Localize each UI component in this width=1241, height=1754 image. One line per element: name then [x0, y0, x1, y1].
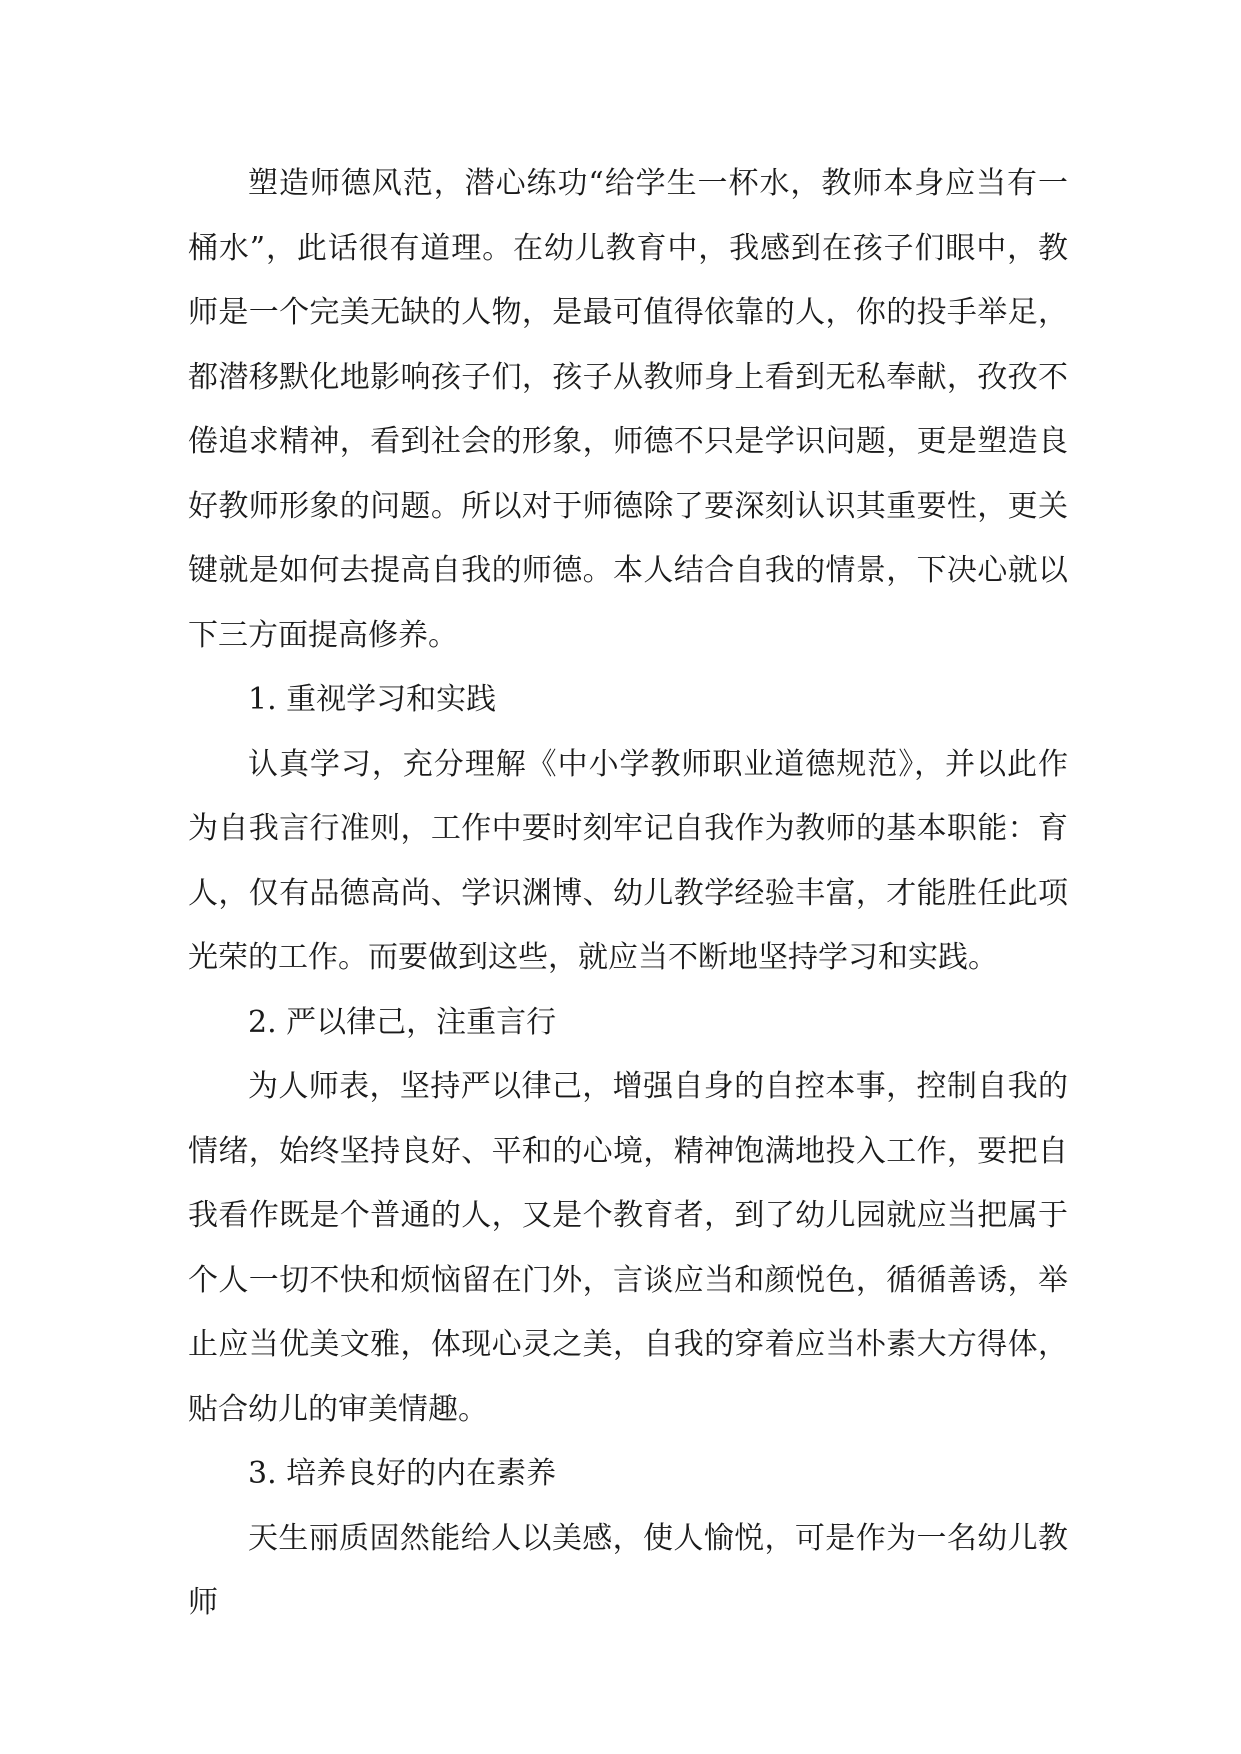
section-heading-2: 2. 严以律己，注重言行	[248, 1004, 557, 1040]
paragraph-section-2: 为人师表，坚持严以律己，增强自身的自控本事，控制自我的情绪，始终坚持良好、平和的心境，精神饱满地投入工作，要把自我看作既是个普通的人，又是个教育者，到了幼儿园就应当把属于个人一切不快和烦恼留在门外，言谈应当和颜悦色，循循善诱，举止应当优美文雅，体现心灵之美，自我的穿着应当朴素大方得体，贴合幼儿的审美情趣。	[188, 1069, 1068, 1427]
paragraph-intro: 塑造师德风范，潜心练功“给学生一杯水，教师本身应当有一桶水”，此话很有道理。在幼儿教育中，我感到在孩子们眼中，教师是一个完美无缺的人物，是最可值得依靠的人，你的投手举足，都潜移默化地影响孩子们，孩子从教师身上看到无私奉献，孜孜不倦追求精神，看到社会的形象，师德不只是学识问题，更是塑造良好教师形象的问题。所以对于师德除了要深刻认识其重要性，更关键就是如何去提高自我的师德。本人结合自我的情景，下决心就以下三方面提高修养。	[188, 166, 1068, 653]
paragraph-section-1: 认真学习，充分理解《中小学教师职业道德规范》，并以此作为自我言行准则，工作中要时刻牢记自我作为教师的基本职能：育人，仅有品德高尚、学识渊博、幼儿教学经验丰富，才能胜任此项光荣的工作。而要做到这些，就应当不断地坚持学习和实践。	[188, 746, 1068, 975]
section-heading-3: 3. 培养良好的内在素养	[248, 1456, 557, 1491]
document-body	[188, 152, 1068, 1636]
paragraph-section-3: 天生丽质固然能给人以美感，使人愉悦，可是作为一名幼儿教师	[188, 1520, 1068, 1620]
section-heading-1: 1. 重视学习和实践	[248, 682, 497, 717]
